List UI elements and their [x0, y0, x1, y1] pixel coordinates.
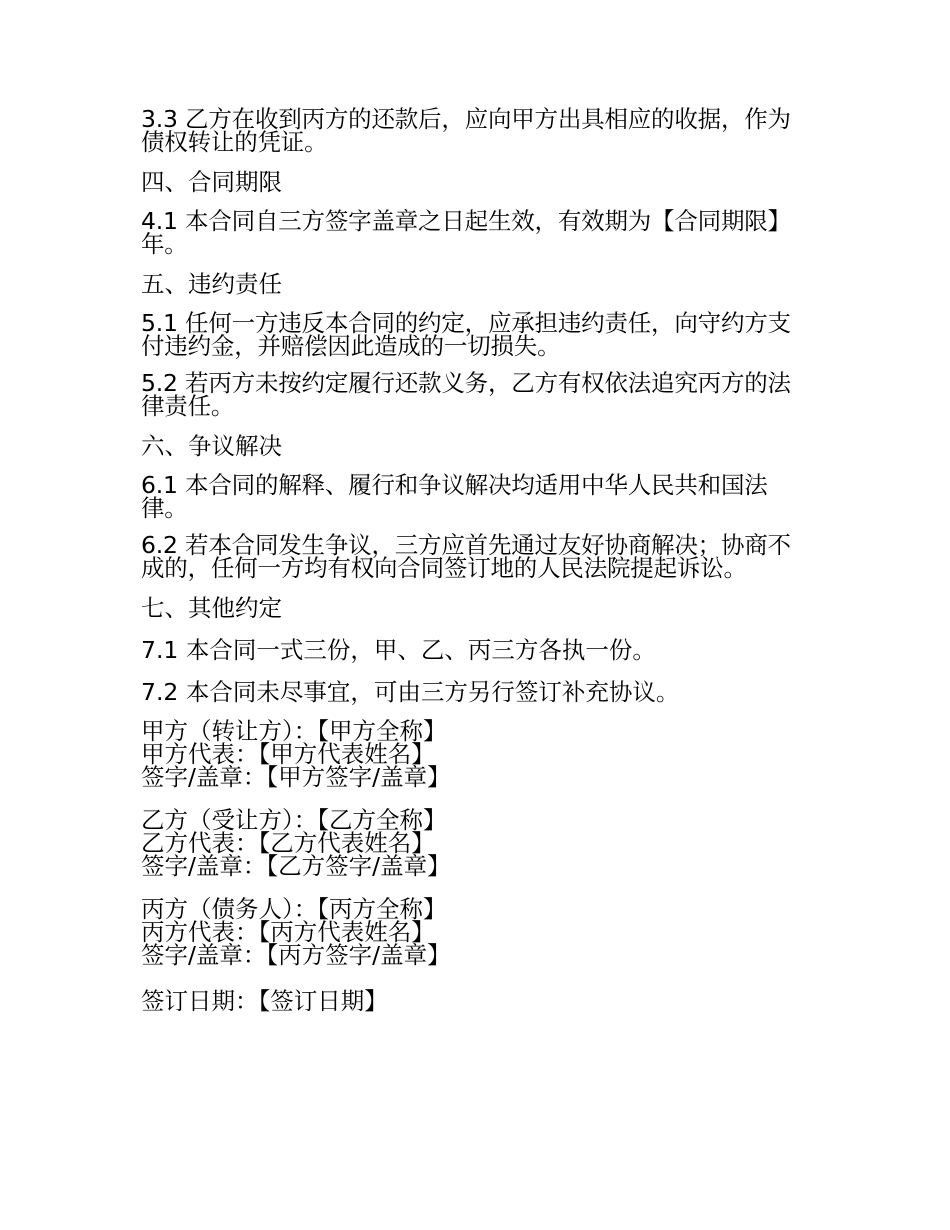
clause-6-2: 6.2 若本合同发生争议，三方应首先通过友好协商解决；协商不成的，任何一方均有权向合同签订地的人民法院提起诉讼。: [141, 531, 791, 582]
clause-3-3: 3.3 乙方在收到丙方的还款后，应向甲方出具相应的收据，作为债权转让的凭证。: [141, 105, 791, 156]
party-b-representative: 乙方代表：【乙方代表姓名】: [141, 829, 435, 857]
signature-block-party-b: [141, 806, 809, 880]
party-b-name: 乙方（受让方）：【乙方全称】: [141, 806, 447, 834]
section-6-title: 六、争议解决: [141, 432, 282, 460]
clause-5-1: 5.1 任何一方违反本合同的约定，应承担违约责任，向守约方支付违约金，并赔偿因此造成的一切损失。: [141, 309, 791, 360]
signature-block-party-c: [141, 895, 809, 969]
clause-7-2: 7.2 本合同未尽事宜，可由三方另行签订补充协议。: [141, 678, 680, 706]
document-body: [141, 105, 809, 1029]
party-c-name: 丙方（债务人）：【丙方全称】: [141, 895, 447, 923]
party-c-representative: 丙方代表：【丙方代表姓名】: [141, 918, 435, 946]
section-7-title: 七、其他约定: [141, 594, 282, 622]
party-a-signature: 签字/盖章：【甲方签字/盖章】: [141, 763, 451, 791]
clause-6-1: 6.1 本合同的解释、履行和争议解决均适用中华人民共和国法律。: [141, 471, 768, 522]
party-a-representative: 甲方代表：【甲方代表姓名】: [141, 740, 435, 768]
clause-5-2: 5.2 若丙方未按约定履行还款义务，乙方有权依法追究丙方的法律责任。: [141, 369, 791, 420]
section-5-title: 五、违约责任: [141, 270, 282, 298]
clause-7-1: 7.1 本合同一式三份，甲、乙、丙三方各执一份。: [141, 636, 656, 664]
section-4-title: 四、合同期限: [141, 168, 282, 196]
party-c-signature: 签字/盖章：【丙方签字/盖章】: [141, 941, 451, 969]
party-a-name: 甲方（转让方）：【甲方全称】: [141, 717, 447, 745]
party-b-signature: 签字/盖章：【乙方签字/盖章】: [141, 852, 451, 880]
clause-4-1: 4.1 本合同自三方签字盖章之日起生效，有效期为【合同期限】年。: [141, 207, 791, 258]
signature-block-party-a: [141, 717, 809, 791]
signing-date: 签订日期：【签订日期】: [141, 987, 388, 1015]
